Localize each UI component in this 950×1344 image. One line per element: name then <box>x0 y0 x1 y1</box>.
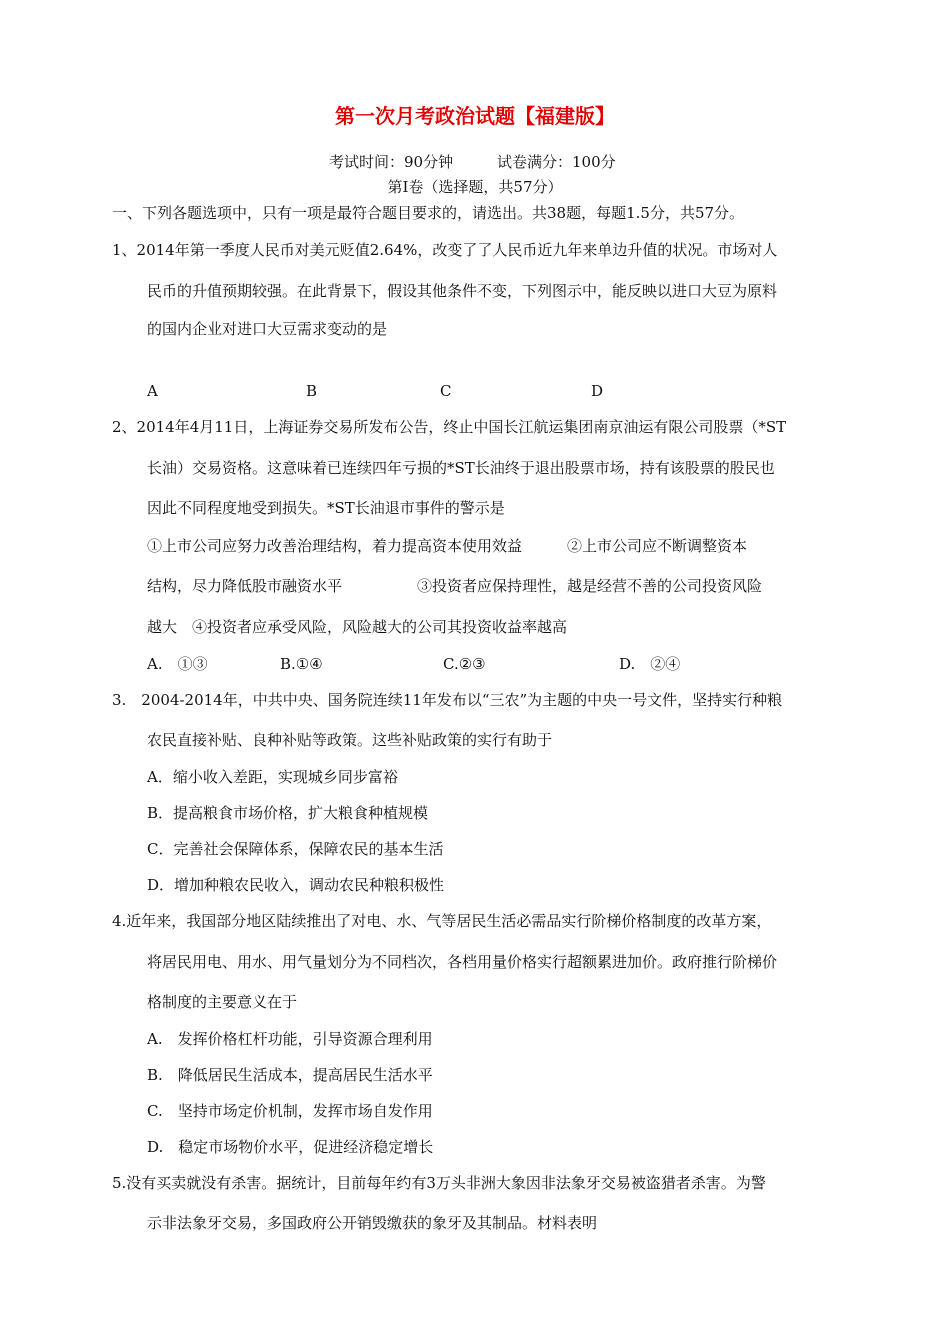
question-line: 因此不同程度地受到损失。*ST长油退市事件的警示是 <box>147 499 505 517</box>
option-a: A. 发挥价格杠杆功能，引导资源合理利用 <box>147 1030 433 1048</box>
question-line: 1、2014年第一季度人民币对美元贬值2.64%，改变了了人民币近九年来单边升值的状况。市场对人 <box>112 241 778 259</box>
statement-line: ①上市公司应努力改善治理结构，着力提高资本使用效益 ②上市公司应不断调整资本 <box>147 537 748 555</box>
statement-line: 结构，尽力降低股市融资水平 ③投资者应保持理性，越是经营不善的公司投资风险 <box>147 577 763 595</box>
section-heading: 第Ⅰ卷（选择题，共57分） <box>387 178 563 196</box>
question-line: 的国内企业对进口大豆需求变动的是 <box>147 320 388 338</box>
page-title: 第一次月考政治试题【福建版】 <box>335 104 615 128</box>
question-line: 长油）交易资格。这意味着已连续四年亏损的*ST长油终于退出股票市场，持有该股票的股民也 <box>147 459 775 477</box>
question-line: 民币的升值预期较强。在此背景下，假设其他条件不变，下列图示中，能反映以进口大豆为原料 <box>147 282 778 300</box>
option-c: C. 坚持市场定价机制，发挥市场自发作用 <box>147 1102 433 1120</box>
option-a: A <box>147 382 158 400</box>
option-b: B.①④ <box>280 655 323 673</box>
exam-full-score: 试卷满分：100分 <box>497 153 616 171</box>
option-d: D. ②④ <box>619 655 681 673</box>
option-a: A. ①③ <box>147 655 208 673</box>
option-d: D．增加种粮农民收入，调动农民种粮积极性 <box>147 876 445 894</box>
question-line: 3. 2004-2014年，中共中央、国务院连续11年发布以“三农”为主题的中央一号文件，坚持实行种粮 <box>112 691 783 709</box>
option-c: C．完善社会保障体系，保障农民的基本生活 <box>147 840 444 858</box>
exam-time: 考试时间：90分钟 <box>329 153 454 171</box>
instruction: 一、下列各题选项中，只有一项是最符合题目要求的，请选出。共38题，每题1.5分，共57分。 <box>112 204 745 222</box>
option-c: C <box>440 382 452 400</box>
question-line: 4.近年来，我国部分地区陆续推出了对电、水、气等居民生活必需品实行阶梯价格制度的改革方案， <box>112 912 772 930</box>
option-d: D <box>591 382 604 400</box>
option-b: B <box>306 382 318 400</box>
question-line: 2、2014年4月11日，上海证券交易所发布公告，终止中国长江航运集团南京油运有限公司股票（*ST <box>112 418 787 436</box>
question-line: 格制度的主要意义在于 <box>147 993 298 1011</box>
question-line: 示非法象牙交易，多国政府公开销毁缴获的象牙及其制品。材料表明 <box>147 1214 598 1232</box>
option-b: B. 降低居民生活成本，提高居民生活水平 <box>147 1066 433 1084</box>
option-c: C.②③ <box>443 655 486 673</box>
option-a: A．缩小收入差距，实现城乡同步富裕 <box>147 768 398 786</box>
question-line: 将居民用电、用水、用气量划分为不同档次，各档用量价格实行超额累进加价。政府推行阶梯价 <box>147 953 778 971</box>
question-line: 5.没有买卖就没有杀害。据统计，目前每年约有3万头非洲大象因非法象牙交易被盗猎者杀害。为警 <box>112 1174 766 1192</box>
option-d: D. 稳定市场物价水平，促进经济稳定增长 <box>147 1138 434 1156</box>
question-line: 农民直接补贴、良种补贴等政策。这些补贴政策的实行有助于 <box>147 731 553 749</box>
option-b: B．提高粮食市场价格，扩大粮食种植规模 <box>147 804 429 822</box>
statement-line: 越大 ④投资者应承受风险，风险越大的公司其投资收益率越高 <box>147 618 568 636</box>
